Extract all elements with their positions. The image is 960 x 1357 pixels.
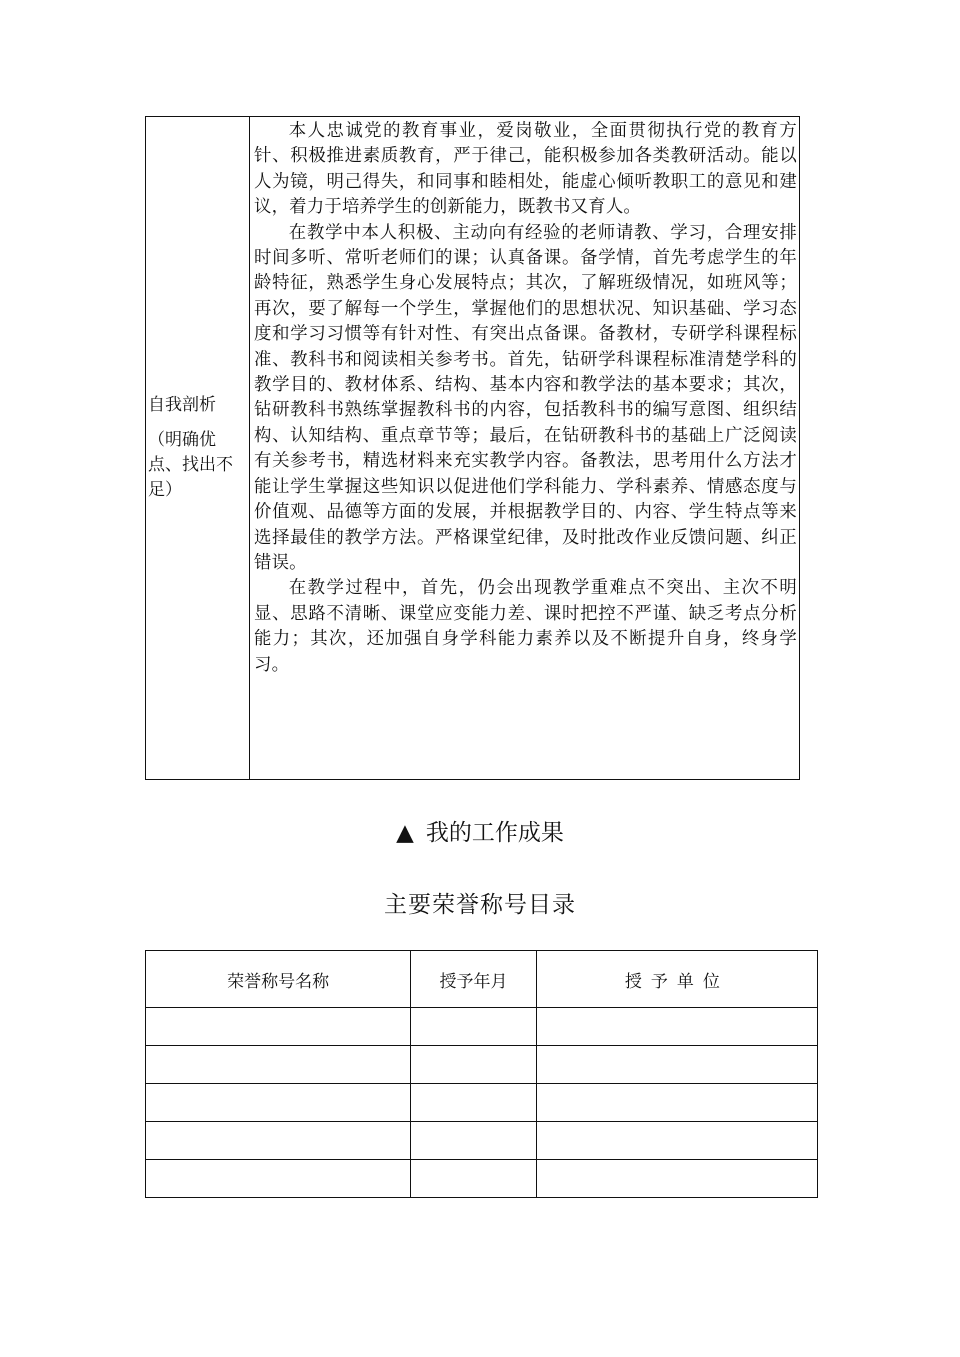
cell-award-date[interactable]	[411, 1046, 537, 1084]
header-award-date: 授予年月	[411, 951, 537, 1008]
cell-honor-name[interactable]	[146, 1122, 411, 1160]
table-row	[146, 1008, 818, 1046]
cell-award-unit[interactable]	[536, 1122, 817, 1160]
paragraph: 在教学中本人积极、主动向有经验的老师请教、学习，合理安排时间多听、常听老师们的课；认真备课。备学情，首先考虑学生的年龄特征，熟悉学生身心发展特点；其次，了解班级情况，如班风等；再次，要了解每一个学生，掌握他们的思想状况、知识基础、学习态度和学习习惯等有针对性、有突出点备课。备教材，专研学科课程标准、教科书和阅读相关参考书。首先，钻研学科课程标准清楚学科的教学目的、教材体系、结构、基本内容和教学法的基本要求；其次，钻研教科书熟练掌握教科书的内容，包括教科书的编写意图、组织结构、认知结构、重点章节等；最后，在钻研教科书的基础上广泛阅读有关参考书，精选材料来充实教学内容。备教法，思考用什么方法才能让学生掌握这些知识以促进他们学科能力、学科素养、情感态度与价值观、品德等方面的发展，并根据教学目的、内容、学生特点等来选择最佳的教学方法。严格课堂纪律，及时批改作业反馈问题、纠正错误。	[254, 222, 797, 573]
table-row	[146, 1160, 818, 1198]
cell-award-unit[interactable]	[536, 1046, 817, 1084]
cell-honor-name[interactable]	[146, 1160, 411, 1198]
cell-award-unit[interactable]	[536, 1084, 817, 1122]
header-honor-name: 荣誉称号名称	[146, 951, 411, 1008]
section-heading	[0, 814, 960, 847]
cell-honor-name[interactable]	[146, 1046, 411, 1084]
cell-award-date[interactable]	[411, 1122, 537, 1160]
self-analysis-table	[145, 116, 800, 780]
cell-award-unit[interactable]	[536, 1160, 817, 1198]
cell-award-date[interactable]	[411, 1160, 537, 1198]
table-header-row	[146, 951, 818, 1008]
cell-award-date[interactable]	[411, 1084, 537, 1122]
self-analysis-note: （明确优点、找出不足）	[148, 430, 233, 500]
table-row	[146, 1122, 818, 1160]
cell-honor-name[interactable]	[146, 1084, 411, 1122]
self-analysis-label: 自我剖析	[148, 395, 216, 415]
table-row	[146, 1046, 818, 1084]
header-award-unit: 授予单位	[536, 951, 817, 1008]
section-heading-text: 我的工作成果	[425, 820, 564, 846]
paragraph: 本人忠诚党的教育事业，爱岗敬业，全面贯彻执行党的教育方针、积极推进素质教育，严于律己，能积极参加各类教研活动。能以人为镜，明己得失，和同事和睦相处，能虚心倾听教职工的意见和建议，着力于培养学生的创新能力，既教书又育人。	[254, 121, 797, 218]
honors-title: 主要荣誉称号目录	[384, 892, 576, 918]
cell-award-date[interactable]	[411, 1008, 537, 1046]
cell-honor-name[interactable]	[146, 1008, 411, 1046]
paragraph: 在教学过程中，首先，仍会出现教学重难点不突出、主次不明显、思路不清晰、课堂应变能力差、课时把控不严谨、缺乏考点分析能力；其次，还加强自身学科能力素养以及不断提升自身，终身学习。	[254, 578, 797, 675]
table-row	[146, 1084, 818, 1122]
cell-award-unit[interactable]	[536, 1008, 817, 1046]
self-analysis-label-cell	[146, 117, 250, 779]
triangle-up-icon: ▲	[396, 820, 414, 846]
self-analysis-content	[250, 117, 799, 779]
honors-table	[145, 950, 818, 1198]
